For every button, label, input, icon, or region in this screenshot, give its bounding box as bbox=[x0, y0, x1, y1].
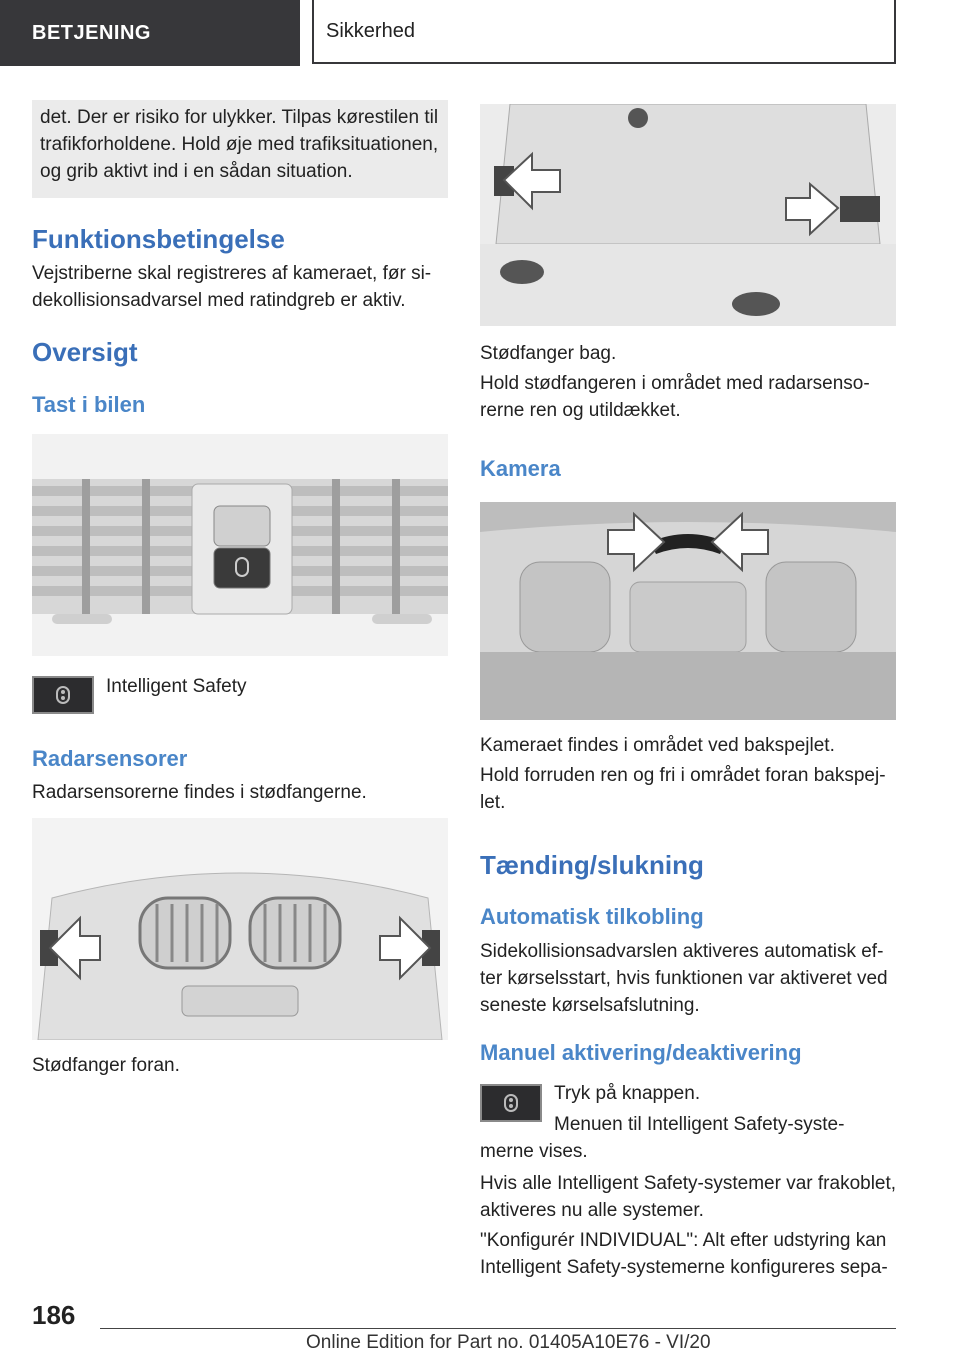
heading-radarsensorer: Radarsensorer bbox=[32, 746, 188, 771]
text-line: Hvis alle Intelligent Safety-systemer var frakoblet, bbox=[480, 1173, 897, 1194]
text-line: Hold forruden ren og fri i området foran bakspej- bbox=[480, 765, 886, 786]
front-bumper-image bbox=[32, 818, 448, 1040]
radar-text: Radarsensorerne findes i stødfangerne. bbox=[32, 782, 367, 803]
text-line: rerne ren og utildækket. bbox=[480, 400, 681, 421]
rear-bumper-image bbox=[480, 104, 896, 326]
heading-kamera: Kamera bbox=[480, 456, 561, 481]
text-line: Hold stødfangeren i området med radarsenso- bbox=[480, 373, 870, 394]
kamera-text bbox=[480, 762, 886, 816]
manuel-text-3 bbox=[480, 1170, 896, 1224]
button-label: Intelligent Safety bbox=[106, 676, 247, 697]
dashboard-button-image bbox=[32, 434, 448, 656]
warning-line: det. Der er risiko for ulykker. Tilpas kørestilen til bbox=[40, 107, 439, 128]
kamera-caption: Kameraet findes i området ved bakspejlet. bbox=[480, 735, 835, 756]
heading-manuel: Manuel aktivering/deaktivering bbox=[480, 1040, 802, 1065]
manuel-text-4 bbox=[480, 1227, 888, 1281]
text-line: aktiveres nu alle systemer. bbox=[480, 1200, 704, 1221]
page-number: 186 bbox=[32, 1300, 76, 1330]
text-line: dekollisionsadvarsel med ratindgreb er aktiv. bbox=[32, 290, 406, 311]
manuel-step-2b: merne vises. bbox=[480, 1141, 588, 1162]
heading-tast-i-bilen: Tast i bilen bbox=[32, 392, 146, 417]
rear-caption: Stødfanger bag. bbox=[480, 343, 617, 364]
warning-line: og grib aktivt ind i en sådan situation. bbox=[40, 161, 353, 182]
auto-text bbox=[480, 938, 888, 1019]
rear-text bbox=[480, 370, 870, 424]
front-caption: Stødfanger foran. bbox=[32, 1055, 180, 1076]
edition-text: Online Edition for Part no. 01405A10E76 - VI/20 bbox=[306, 1332, 711, 1353]
safety-glyph-icon bbox=[504, 1094, 518, 1112]
footer-divider bbox=[100, 1328, 896, 1329]
text-line: Sidekollisionsadvarslen aktiveres automatisk ef- bbox=[480, 941, 884, 962]
warning-box bbox=[32, 100, 448, 198]
intelligent-safety-button-icon bbox=[32, 676, 94, 714]
text-line: Vejstriberne skal registreres af kameraet, før si- bbox=[32, 263, 432, 284]
text-line: ter kørselsstart, hvis funktionen var aktiveret ved bbox=[480, 968, 888, 989]
section-tab bbox=[0, 0, 300, 66]
text-line: "Konfigurér INDIVIDUAL": Alt efter udstyring kan bbox=[480, 1230, 887, 1251]
text-line: let. bbox=[480, 792, 506, 813]
warning-line: trafikforholdene. Hold øje med trafiksituationen, bbox=[40, 134, 439, 155]
manuel-step-2a: Menuen til Intelligent Safety-syste- bbox=[554, 1114, 845, 1135]
heading-oversigt: Oversigt bbox=[32, 337, 138, 367]
intelligent-safety-button-icon bbox=[480, 1084, 542, 1122]
manuel-step-1: Tryk på knappen. bbox=[554, 1083, 701, 1104]
topic-tab bbox=[312, 0, 896, 64]
safety-glyph-icon bbox=[56, 686, 70, 704]
heading-taending: Tænding/slukning bbox=[480, 850, 704, 880]
heading-funktionsbetingelse: Funktionsbetingelse bbox=[32, 224, 285, 254]
topic-label: Sikkerhed bbox=[326, 19, 415, 42]
funktion-text bbox=[32, 260, 431, 314]
text-line: Intelligent Safety-systemerne konfigureres sepa- bbox=[480, 1257, 888, 1278]
heading-automatisk: Automatisk tilkobling bbox=[480, 904, 704, 929]
section-label: BETJENING bbox=[32, 21, 151, 44]
camera-image bbox=[480, 502, 896, 720]
text-line: seneste kørselsafslutning. bbox=[480, 995, 700, 1016]
